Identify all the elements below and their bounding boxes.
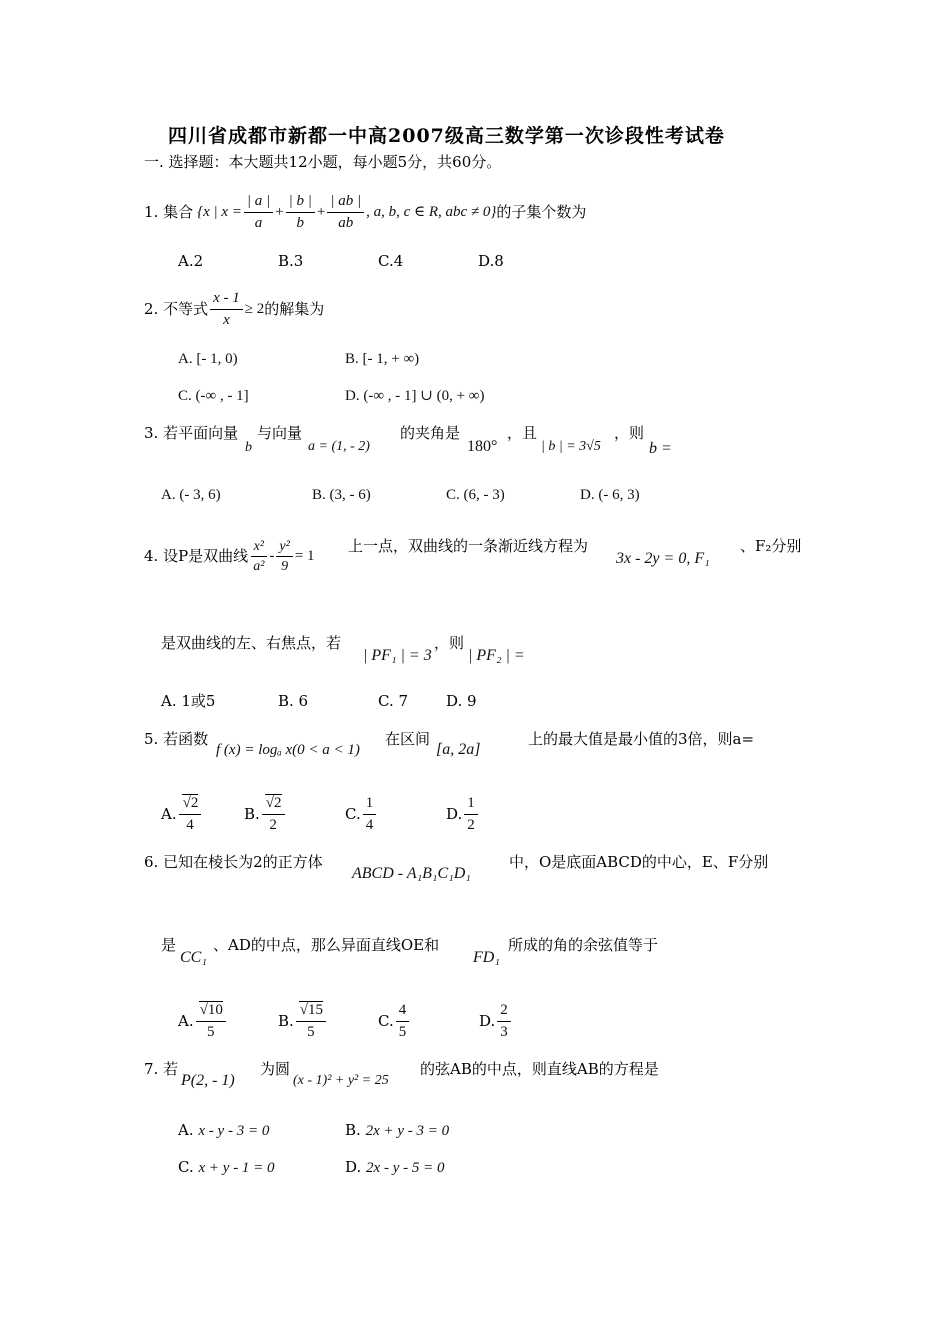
q3-option-b: B. (3, - 6)	[312, 487, 371, 503]
q3-norm-b: | b | = 3√5	[541, 439, 601, 454]
q7-option-a: A. x - y - 3 = 0	[178, 1121, 270, 1139]
q7-option-b: B. 2x + y - 3 = 0	[345, 1121, 450, 1139]
question-1-stem	[144, 193, 586, 231]
q4-option-d: D. 9	[446, 692, 477, 710]
q4-pf2: | PF₂ | =	[468, 647, 525, 664]
q5-option-a: A. $\frac{√2}{4}$	[161, 795, 203, 833]
q7-prefix: 7. 若	[144, 1060, 179, 1078]
q2-option-c: C. (-∞ , - 1]	[178, 388, 249, 404]
q4-option-a: A. 1或5	[161, 692, 216, 710]
q6-option-a: A. $\frac{√10}{5}$	[178, 1002, 228, 1040]
q3-text-then: ，则	[614, 424, 645, 442]
q3-prefix: 3. 若平面向量	[144, 424, 239, 442]
q4-minus: -	[269, 548, 275, 565]
q3-angle-value: 180°	[467, 438, 498, 455]
q1-fraction-b: $\frac{| b |}{b}$	[286, 193, 315, 231]
q6-option-b: B. $\frac{√15}{5}$	[278, 1002, 328, 1040]
q7-option-c: C. x + y - 1 = 0	[178, 1158, 275, 1176]
q7-option-d: D. 2x - y - 5 = 0	[345, 1158, 445, 1176]
q5-function: f (x) = logₐ x(0 < a < 1)	[216, 742, 360, 758]
q6-cube: ABCD - A₁B₁C₁D₁	[352, 865, 471, 882]
q4-fraction-x: $\frac{\text{x²}}{\text{a²}}$	[250, 539, 267, 575]
q4-equals-one: = 1	[294, 548, 315, 565]
exam-title: 四川省成都市新都一中高2007级高三数学第一次诊段性考试卷	[168, 125, 725, 147]
q2-option-b: B. [- 1, + ∞)	[345, 351, 420, 367]
q6-text-center: 中，O是底面ABCD的中心，E、F分别	[509, 853, 769, 871]
q6-line2-is: 是	[161, 936, 177, 954]
section-heading: 一. 选择题：本大题共12小题，每小题5分，共60分。	[144, 153, 502, 171]
q6-option-d: D. $\frac{2}{3}$	[479, 1002, 513, 1040]
q7-circle: (x - 1)² + y² = 25	[293, 1073, 389, 1088]
q1-option-b: B.3	[278, 252, 304, 270]
q2-prefix: 2. 不等式	[144, 299, 209, 318]
q1-fraction-ab: $\frac{| ab |}{ab}$	[327, 193, 364, 231]
q5-option-d: D. $\frac{1}{2}$	[446, 795, 480, 833]
q2-option-a: A. [- 1, 0)	[178, 351, 238, 367]
q6-option-c: C. $\frac{4}{5}$	[378, 1002, 411, 1040]
q3-b-equals: b =	[649, 440, 672, 457]
q4-pf1: | PF₁ | = 3	[363, 647, 432, 664]
q2-relation: ≥ 2	[244, 300, 265, 317]
q4-prefix: 4. 设P是双曲线	[144, 547, 249, 566]
q3-text-with: 与向量	[257, 424, 303, 442]
q5-text-condition: 上的最大值是最小值的3倍，则a=	[528, 730, 755, 748]
q1-fraction-a: $\frac{| a |}{a}$	[244, 193, 273, 231]
q1-suffix: 的子集个数为	[496, 202, 587, 221]
q6-line2-end: 所成的角的余弦值等于	[508, 936, 659, 954]
q6-cc1: CC₁	[180, 949, 207, 966]
q7-text-circle: 为圆	[260, 1060, 291, 1078]
q3-option-d: D. (- 6, 3)	[580, 487, 640, 503]
q7-point: P(2, - 1)	[181, 1072, 235, 1089]
q1-plus: +	[316, 203, 326, 220]
q1-prefix: 1. 集合	[144, 202, 194, 221]
q4-line2-text: 是双曲线的左、右焦点，若	[161, 634, 342, 652]
q6-prefix: 6. 已知在棱长为2的正方体	[144, 853, 323, 871]
q1-set-rest: , a, b, c ∈ R, abc ≠ 0}	[366, 203, 497, 220]
q2-option-d: D. (-∞ , - 1] ∪ (0, + ∞)	[345, 388, 485, 404]
q5-text-interval: 在区间	[385, 730, 431, 748]
q4-asymptote-eq: 3x - 2y = 0, F₁	[616, 550, 710, 567]
q3-option-a: A. (- 3, 6)	[161, 487, 221, 503]
q3-vector-a-eq: a = (1, - 2)	[308, 439, 370, 454]
q4-option-b: B. 6	[278, 692, 309, 710]
q3-vector-b: b	[245, 440, 252, 455]
q5-prefix: 5. 若函数	[144, 730, 209, 748]
q1-option-a: A.2	[178, 252, 204, 270]
question-2-stem	[144, 290, 324, 328]
q3-option-c: C. (6, - 3)	[446, 487, 505, 503]
q3-text-angle: 的夹角是	[400, 424, 461, 442]
q2-suffix: 的解集为	[264, 299, 325, 318]
q4-text-then: ，则	[434, 634, 465, 652]
q5-interval: [a, 2a]	[436, 741, 481, 758]
q5-option-c: C. $\frac{1}{4}$	[345, 795, 378, 833]
q6-fd1: FD₁	[473, 949, 500, 966]
q1-plus: +	[275, 203, 284, 220]
q6-line2-mid: 、AD的中点，那么异面直线OE和	[213, 936, 440, 954]
q5-option-b: B. $\frac{√2}{2}$	[244, 795, 287, 833]
q4-text-foci: 、F₂分别	[740, 537, 802, 555]
question-4-stem	[144, 539, 315, 575]
q4-text-asymptote: 上一点，双曲线的一条渐近线方程为	[348, 537, 589, 555]
q4-fraction-y: $\frac{\text{y²}}{9}$	[276, 539, 292, 575]
q1-set-open: {x | x =	[197, 203, 242, 220]
q1-option-c: C.4	[378, 252, 404, 270]
q3-text-and: ，且	[507, 424, 538, 442]
q7-text-chord: 的弦AB的中点，则直线AB的方程是	[420, 1060, 659, 1078]
q2-fraction: $\frac{x - 1}{x}$	[210, 290, 243, 328]
q4-option-c: C. 7	[378, 692, 409, 710]
q1-option-d: D.8	[478, 252, 504, 270]
